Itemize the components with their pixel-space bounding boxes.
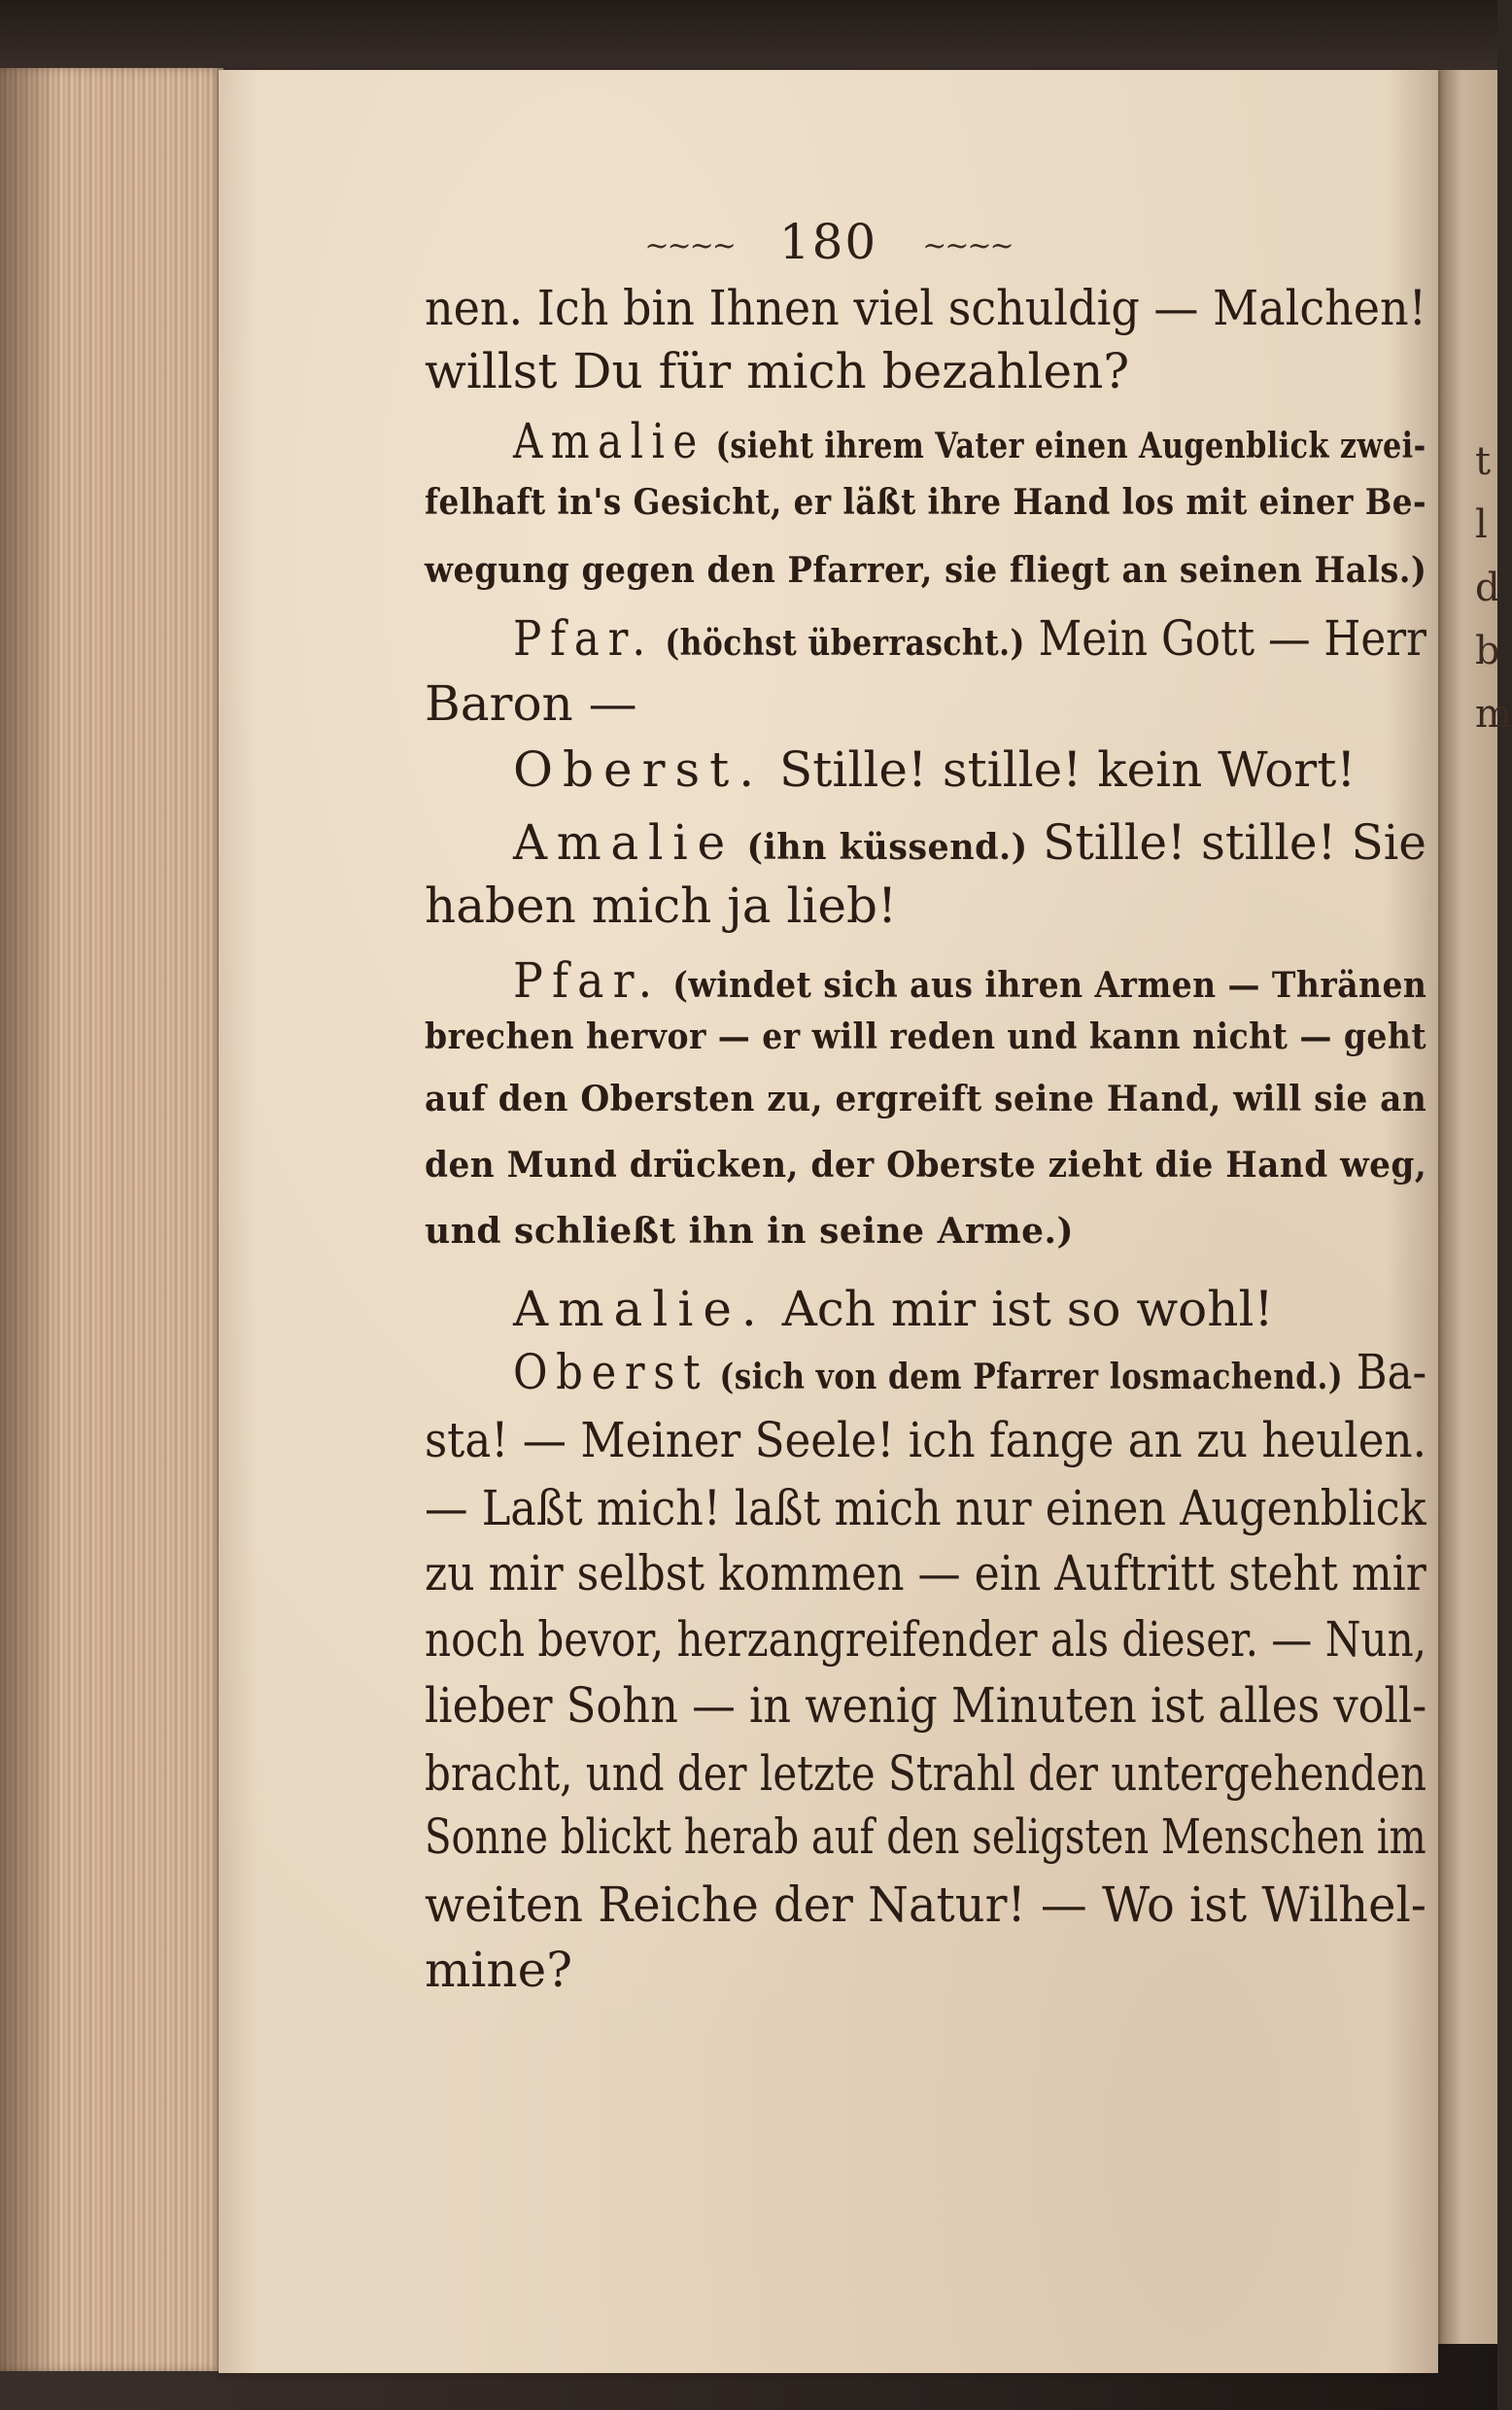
dialogue-text: haben mich ja lieb! bbox=[425, 878, 898, 934]
dialogue-text: willst Du für mich bezahlen? bbox=[425, 343, 1130, 399]
dialogue-text: sta! — Meiner Seele! ich fange an zu heulen. bbox=[425, 1412, 1426, 1468]
text-line bbox=[425, 1876, 1426, 1933]
text-line bbox=[425, 1611, 1426, 1668]
text-line bbox=[425, 878, 897, 934]
speaker-name: Amalie bbox=[513, 413, 705, 469]
dialogue-text: bracht, und der letzte Strahl der untergehenden bbox=[425, 1745, 1426, 1802]
next-page-glyph: b bbox=[1475, 629, 1500, 673]
stage-direction: wegung gegen den Pfarrer, sie fliegt an seinen Hals.) bbox=[425, 550, 1427, 591]
page-number: 180 bbox=[778, 214, 878, 270]
text-line bbox=[513, 952, 1426, 1009]
dialogue-text: lieber Sohn — in wenig Minuten ist alles voll- bbox=[425, 1677, 1427, 1734]
dialogue-text: noch bevor, herzangreifender als dieser. — Nun, bbox=[425, 1611, 1427, 1668]
book-cover-top bbox=[0, 0, 1497, 78]
dialogue-text: weiten Reiche der Natur! — Wo ist Wilhel- bbox=[425, 1876, 1426, 1933]
dialogue-text: nen. Ich bin Ihnen viel schuldig — Malchen! bbox=[425, 280, 1427, 336]
header-ornament-left: ~~~~ bbox=[644, 228, 735, 263]
stage-direction: (windet sich aus ihren Armen — Thränen bbox=[661, 965, 1427, 1006]
text-line bbox=[425, 1745, 1426, 1802]
text-line bbox=[425, 1211, 1074, 1252]
text-line bbox=[425, 1145, 1426, 1186]
header-ornament-right: ~~~~ bbox=[922, 228, 1013, 263]
next-page-sliver bbox=[1438, 70, 1497, 2344]
text-line bbox=[513, 610, 1426, 667]
dialogue-text: — Laßt mich! laßt mich nur einen Augenblick bbox=[425, 1480, 1426, 1536]
text-line bbox=[425, 1016, 1426, 1057]
next-page-glyph: l bbox=[1475, 502, 1488, 547]
text-line bbox=[425, 1545, 1426, 1601]
text-line bbox=[513, 741, 1356, 798]
stage-direction: (sich von dem Pfarrer losmachend.) bbox=[708, 1357, 1344, 1397]
speaker-name: Oberst. bbox=[513, 741, 765, 798]
stage-direction: den Mund drücken, der Oberste zieht die Hand weg, bbox=[425, 1145, 1427, 1186]
text-line bbox=[513, 1344, 1426, 1400]
text-line bbox=[425, 482, 1426, 523]
dialogue-text: Sonne blickt herab auf den seligsten Menschen im bbox=[425, 1808, 1426, 1865]
dialogue-text: Stille! stille! kein Wort! bbox=[764, 741, 1357, 798]
dialogue-text: mine? bbox=[425, 1942, 573, 1998]
book-page bbox=[219, 70, 1438, 2373]
stage-direction: und schließt ihn in seine Arme.) bbox=[425, 1211, 1075, 1252]
stage-direction: brechen hervor — er will reden und kann nicht — geht bbox=[425, 1016, 1427, 1057]
text-line bbox=[425, 280, 1426, 336]
next-page-glyph: d bbox=[1475, 566, 1500, 610]
text-line bbox=[425, 343, 1129, 399]
stage-direction: auf den Obersten zu, ergreift seine Hand, will sie an bbox=[425, 1079, 1427, 1119]
text-line bbox=[513, 1281, 1274, 1337]
speaker-name: Amalie bbox=[513, 814, 735, 871]
text-line bbox=[513, 814, 1426, 871]
stage-direction: felhaft in's Gesicht, er läßt ihre Hand los mit einer Be- bbox=[425, 482, 1427, 523]
speaker-name: Pfar. bbox=[513, 952, 662, 1009]
stage-direction: (sieht ihrem Vater einen Augenblick zwei- bbox=[704, 426, 1426, 466]
text-line bbox=[425, 1079, 1426, 1119]
dialogue-text: Stille! stille! Sie bbox=[1027, 814, 1426, 871]
dialogue-text: Mein Gott — Herr bbox=[1024, 610, 1426, 667]
text-line bbox=[425, 1677, 1426, 1734]
next-page-glyph: m bbox=[1475, 692, 1512, 737]
dialogue-text: Ach mir ist so wohl! bbox=[766, 1281, 1274, 1337]
page-header bbox=[219, 214, 1438, 270]
text-line bbox=[425, 1480, 1426, 1536]
next-page-glyph: t bbox=[1475, 439, 1492, 484]
dialogue-text: zu mir selbst kommen — ein Auftritt steht mir bbox=[425, 1545, 1426, 1601]
stage-direction: (höchst überrascht.) bbox=[653, 623, 1025, 664]
speaker-name: Amalie. bbox=[513, 1281, 767, 1337]
text-line bbox=[425, 550, 1426, 591]
stage-direction: (ihn küssend.) bbox=[734, 827, 1028, 868]
speaker-name: Oberst bbox=[513, 1344, 709, 1400]
text-line bbox=[513, 413, 1426, 469]
text-line bbox=[425, 1412, 1426, 1468]
text-line bbox=[425, 1808, 1426, 1865]
dialogue-text: Ba- bbox=[1343, 1344, 1427, 1400]
text-line bbox=[425, 1942, 572, 1998]
page-edges-shadow bbox=[0, 68, 58, 2371]
text-line bbox=[425, 675, 637, 732]
speaker-name: Pfar. bbox=[513, 610, 654, 667]
dialogue-text: Baron — bbox=[425, 675, 637, 732]
